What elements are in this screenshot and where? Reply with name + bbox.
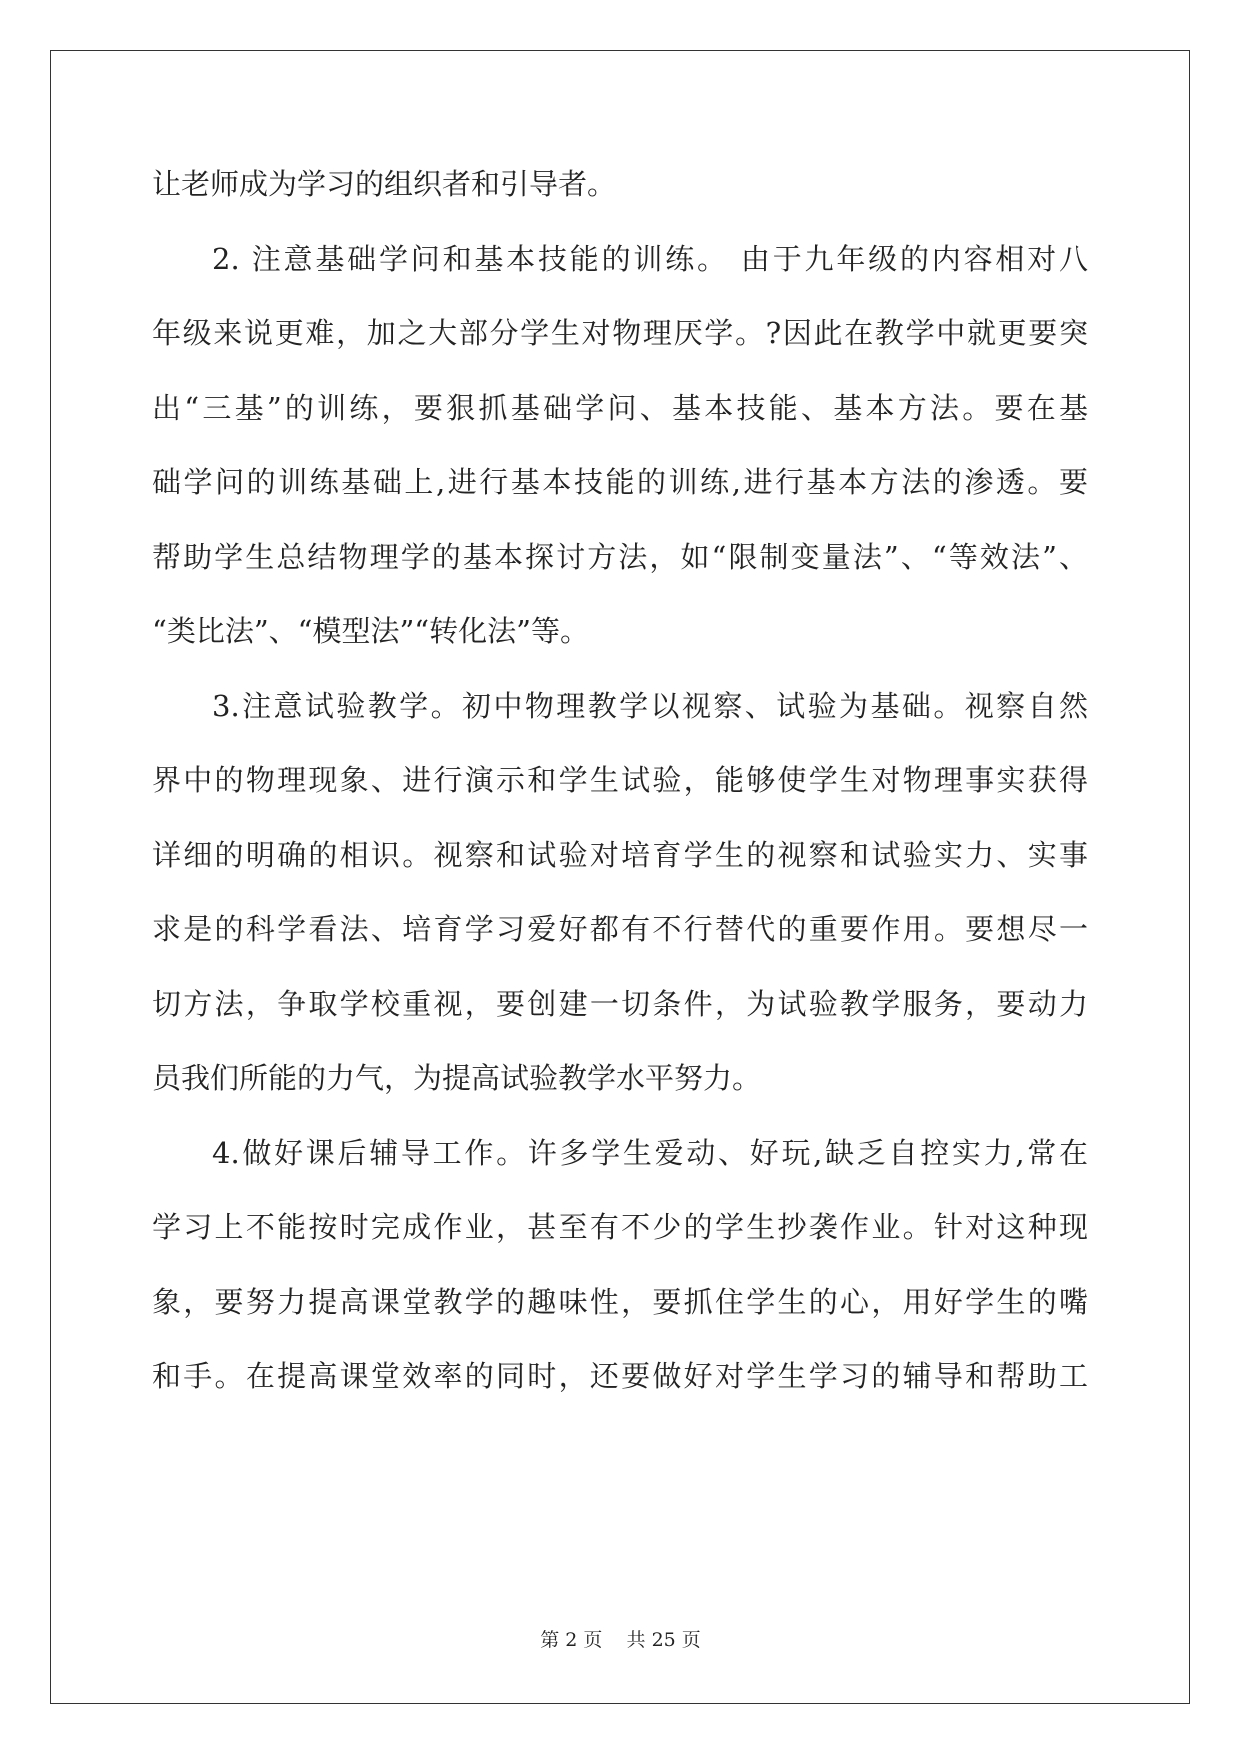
text-line: 帮助学生总结物理学的基本探讨方法，如“限制变量法”、“等效法”、 [152,539,1088,574]
text-line: 和手。在提高课堂效率的同时，还要做好对学生学习的辅导和帮助工 [152,1359,1088,1393]
text-line: “类比法”、“模型法”“转化法”等。 [152,614,589,648]
text-line: 象，要努力提高课堂教学的趣味性，要抓住学生的心，用好学生的嘴 [152,1284,1088,1319]
document-body [152,166,1088,1433]
text-line: 切方法，争取学校重视，要创建一切条件，为试验教学服务，要动力 [152,986,1088,1021]
text-line: 让老师成为学习的组织者和引导者。 [152,167,617,201]
text-line: 出“三基”的训练，要狠抓基础学问、基本技能、基本方法。要在基 [152,390,1088,425]
text-line: 求是的科学看法、培育学习爱好都有不行替代的重要作用。要想尽一 [152,912,1088,946]
text-line: 界中的物理现象、进行演示和学生试验，能够使学生对物理事实获得 [152,763,1088,797]
text-line: 年级来说更难，加之大部分学生对物理厌学。?因此在教学中就更要突 [152,316,1088,350]
text-line: 学习上不能按时完成作业，甚至有不少的学生抄袭作业。针对这种现 [152,1210,1088,1244]
text-line: 4.做好课后辅导工作。许多学生爱动、好玩,缺乏自控实力,常在 [212,1135,1088,1170]
text-line: 2. 注意基础学问和基本技能的训练。 由于九年级的内容相对八 [212,241,1088,276]
page-number-footer: 第 2 页 共 25 页 [540,1629,701,1651]
text-line: 3.注意试验教学。初中物理教学以视察、试验为基础。视察自然 [212,688,1088,723]
text-line: 员我们所能的力气，为提高试验教学水平努力。 [152,1061,762,1095]
text-line: 础学问的训练基础上,进行基本技能的训练,进行基本方法的渗透。要 [152,465,1088,499]
text-line: 详细的明确的相识。视察和试验对培育学生的视察和试验实力、实事 [152,837,1088,872]
